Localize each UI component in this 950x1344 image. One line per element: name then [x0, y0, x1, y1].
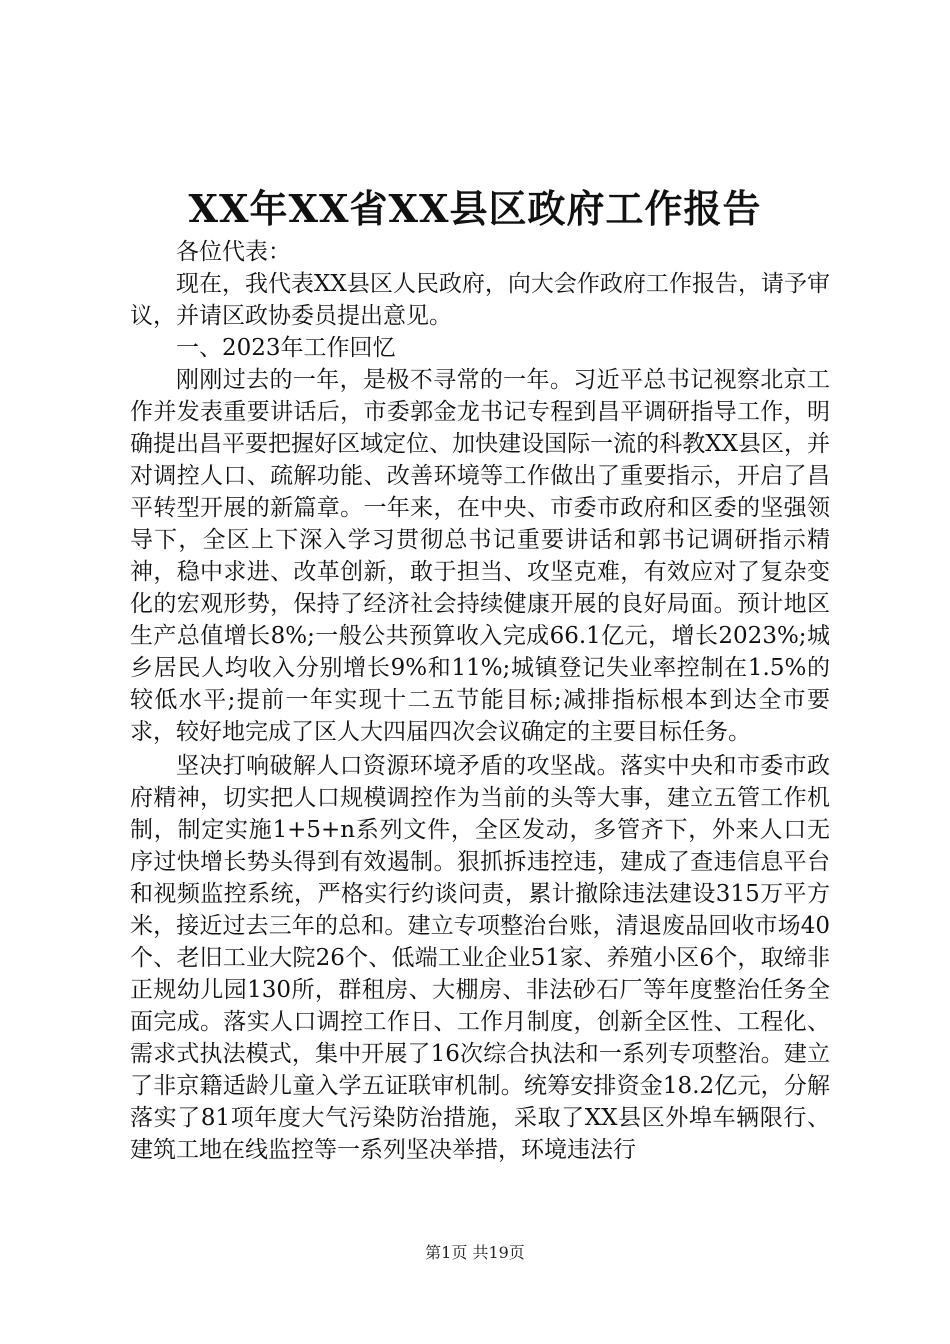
- paragraph-population: 坚决打响破解人口资源环境矛盾的攻坚战。落实中央和市委市政府精神，切实把人口规模调控作为当前的头等大事，建立五管工作机制，制定实施1+5+n系列文件，全区发动，多管齐下，外来人口无序过快增长势头得到有效遏制。狠抓拆违控违，建成了查违信息平台和视频监控系统，严格实行约谈问责，累计撤除违法建设315万平方米，接近过去三年的总和。建立专项整治台账，清退废品回收市场40个、老旧工业大院26个、低端工业企业51家、养殖小区6个，取缔非正规幼儿园130所，群租房、大棚房、非法砂石厂等年度整治任务全面完成。落实人口调控工作日、工作月制度，创新全区性、工程化、需求式执法模式，集中开展了16次综合执法和一系列专项整治。建立了非京籍适龄儿童入学五证联审机制。统筹安排资金18.2亿元，分解落实了81项年度大气污染防治措施，采取了XX县区外埠车辆限行、建筑工地在线监控等一系列坚决举措，环境违法行: [130, 753, 830, 1163]
- paragraph-review: 刚刚过去的一年，是极不寻常的一年。习近平总书记视察北京工作并发表重要讲话后，市委郭金龙书记专程到昌平调研指导工作，明确提出昌平要把握好区域定位、加快建设国际一流的科教XX县区，并对调控人口、疏解功能、改善环境等工作做出了重要指示，开启了昌平转型开展的新篇章。一年来，在中央、市委市政府和区委的坚强领导下，全区上下深入学习贯彻总书记重要讲话和郭书记调研指示精神，稳中求进、改革创新，敢于担当、攻坚克难，有效应对了复杂变化的宏观形势，保持了经济社会持续健康开展的良好局面。预计地区生产总值增长8%;一般公共预算收入完成66.1亿元，增长2023%;城乡居民人均收入分别增长9%和11%;城镇登记失业率控制在1.5%的较低水平;提前一年实现十二五节能目标;减排指标根本到达全市要求，较好地完成了区人大四届四次会议确定的主要目标任务。: [130, 367, 830, 745]
- section-heading: 一、2023年工作回忆: [176, 335, 396, 361]
- document-body: [130, 236, 830, 1166]
- document-title: XX年XX省XX县区政府工作报告: [188, 186, 762, 231]
- paragraph-intro: 现在，我代表XX县区人民政府，向大会作政府工作报告，请予审议，并请区政协委员提出意见。: [130, 271, 830, 329]
- paragraph-salutation: 各位代表：: [176, 239, 291, 265]
- page-footer: 第1页 共19页: [425, 1243, 525, 1262]
